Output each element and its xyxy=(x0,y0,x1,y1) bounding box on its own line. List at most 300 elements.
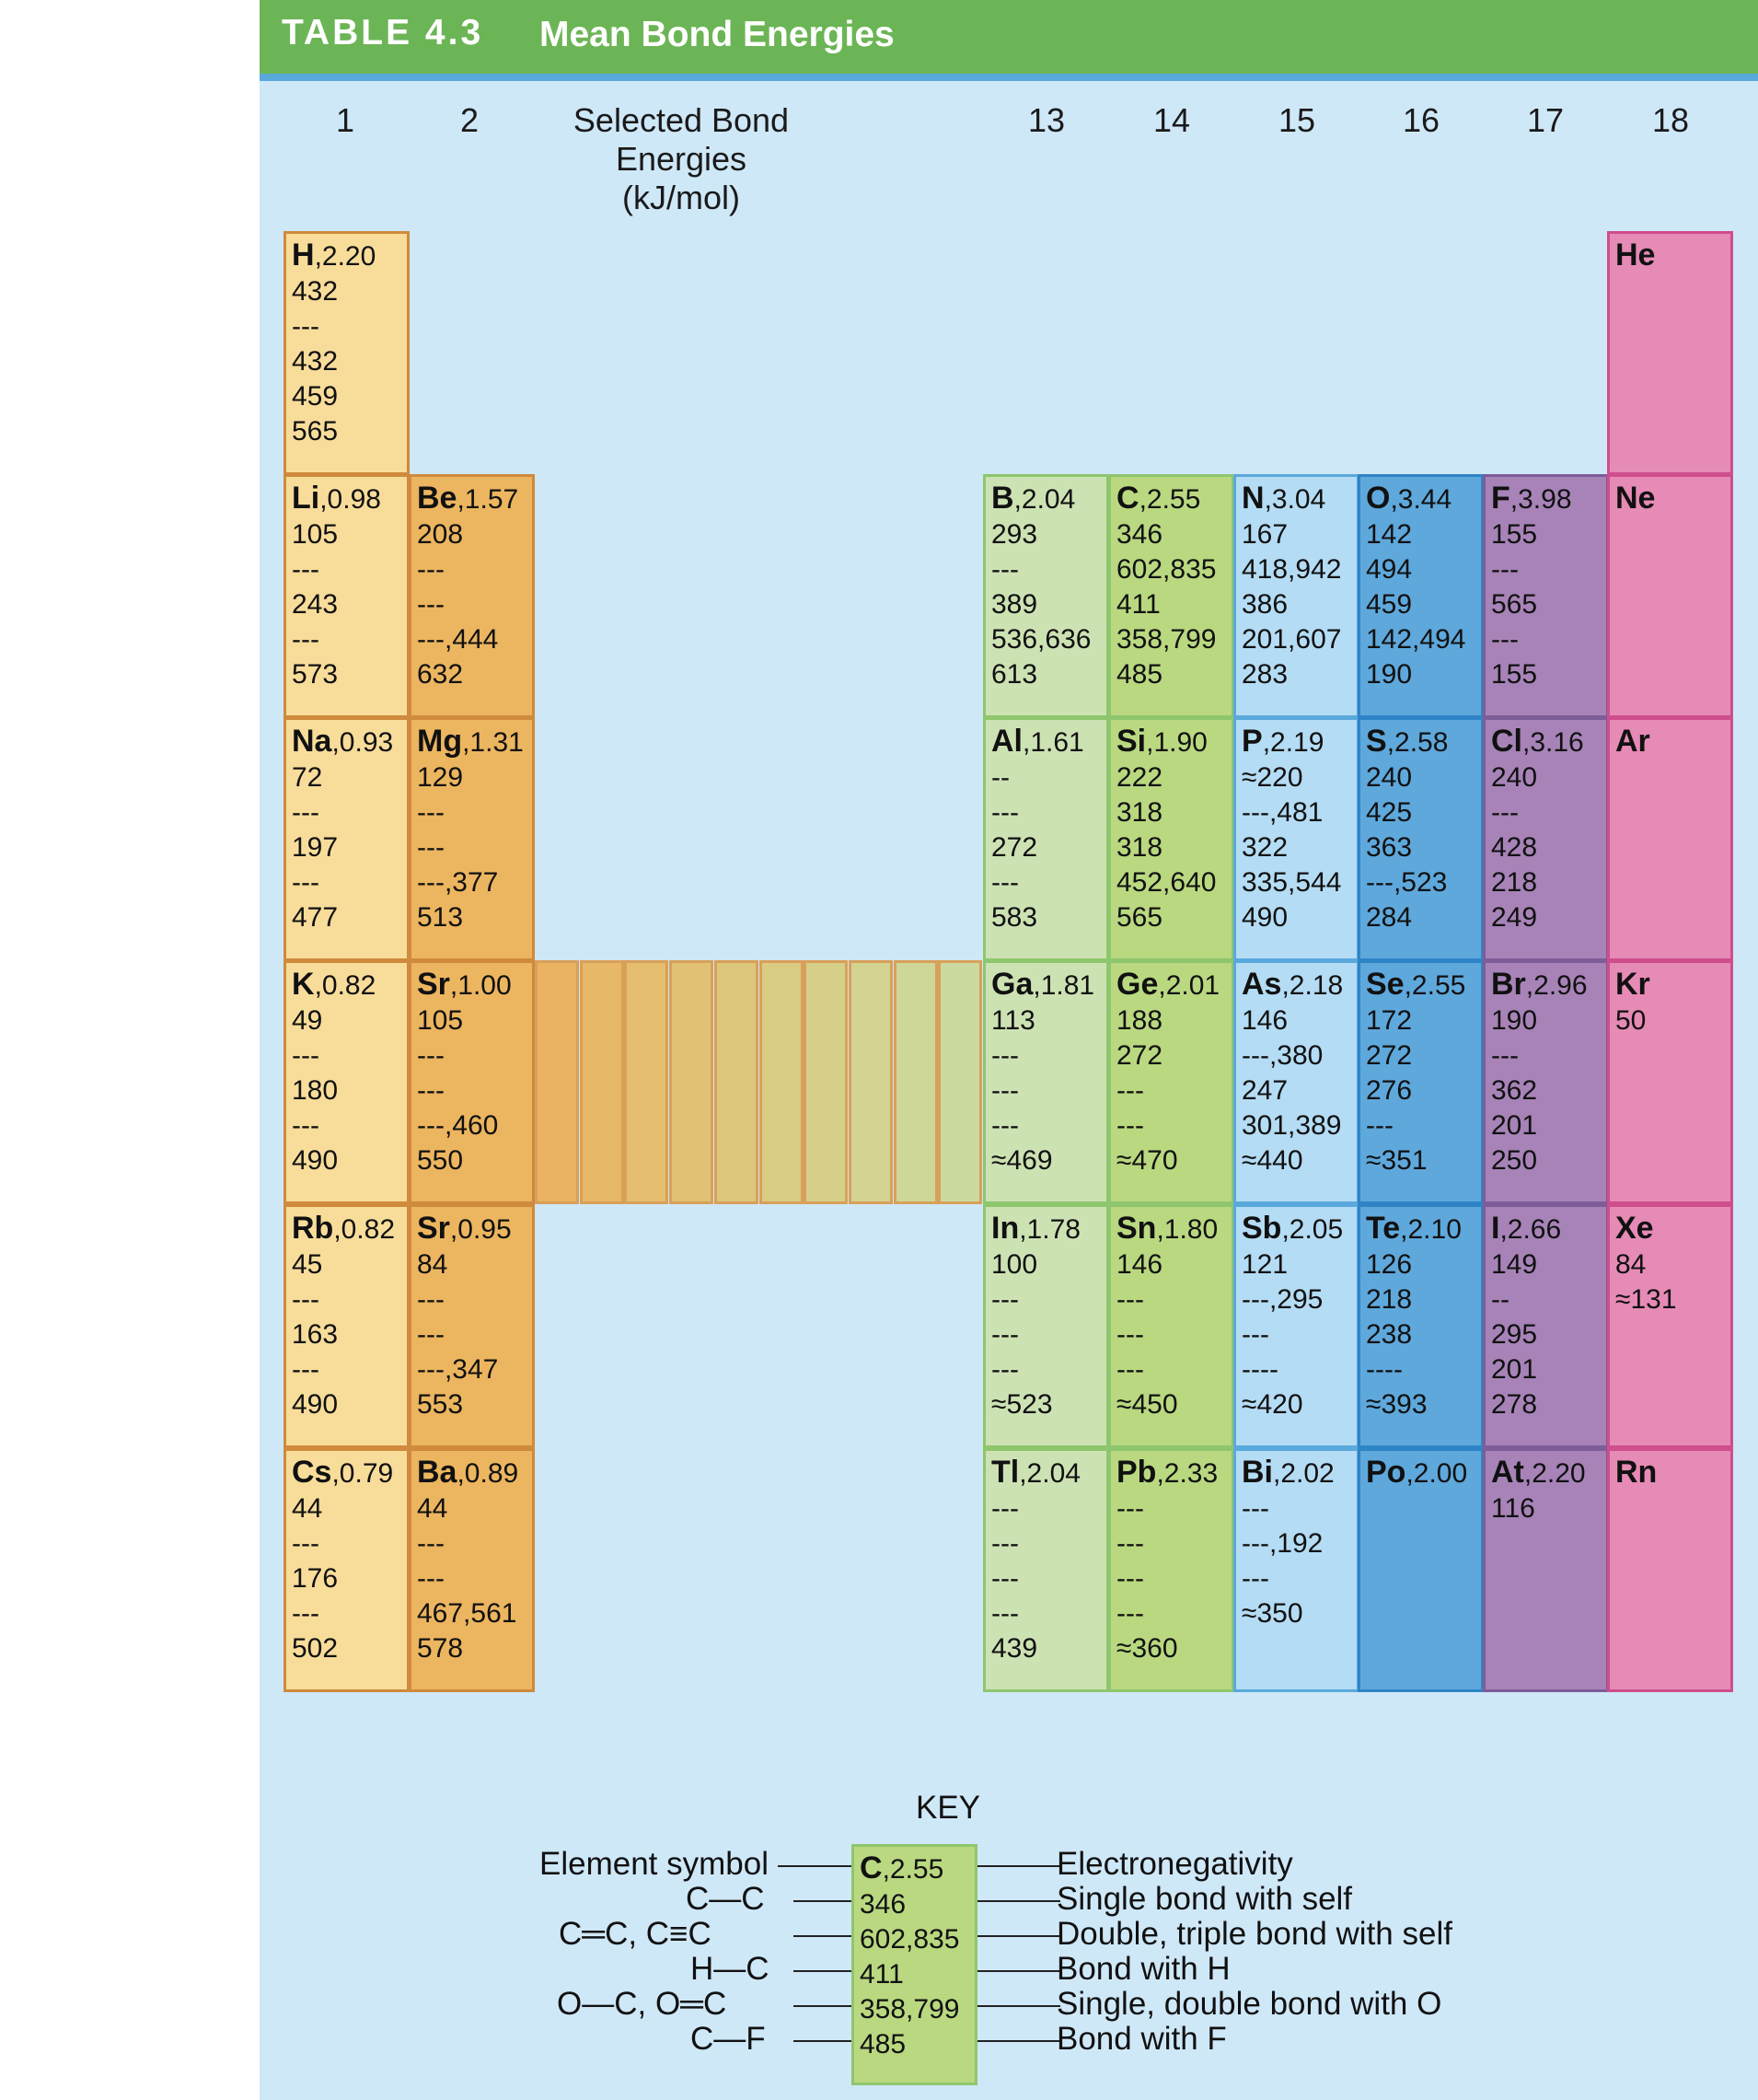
bond-energy-value: 301,389 xyxy=(1242,1110,1342,1141)
electronegativity: ,2.01 xyxy=(1158,970,1220,1001)
electronegativity: ,0.93 xyxy=(331,727,394,758)
bond-energy-value: --- xyxy=(991,1319,1019,1350)
key-value: 346 xyxy=(860,1889,907,1920)
bond-energy-value: 565 xyxy=(1491,589,1538,620)
electronegativity: ,3.44 xyxy=(1390,484,1452,515)
bond-energy-value: 485 xyxy=(1116,659,1163,690)
bond-energy-value: 243 xyxy=(292,589,339,620)
bond-energy-value: 44 xyxy=(292,1493,323,1524)
bond-energy-value: --- xyxy=(292,1040,319,1071)
element-header xyxy=(991,1455,1101,1491)
element-symbol: Rb xyxy=(292,1211,334,1246)
element-header xyxy=(1116,1455,1226,1491)
element-cell xyxy=(283,1204,410,1448)
element-symbol: Be xyxy=(417,481,457,516)
bond-energy-value: 218 xyxy=(1491,867,1538,898)
bond-energy-value: 490 xyxy=(1242,902,1289,933)
key-leader-line xyxy=(778,1865,851,1867)
group-label: 13 xyxy=(1027,101,1066,139)
element-header xyxy=(991,967,1101,1004)
bond-energy-value: 105 xyxy=(417,1005,464,1036)
bond-energy-value: 513 xyxy=(417,902,464,933)
bond-energy-value: ≈440 xyxy=(1242,1145,1303,1176)
element-symbol: Sr xyxy=(417,967,450,1002)
electronegativity: ,2.55 xyxy=(1139,484,1201,515)
bond-energy-value: 272 xyxy=(1116,1040,1163,1071)
bond-energy-value: 272 xyxy=(1366,1040,1413,1071)
bond-energy-value: 116 xyxy=(1491,1493,1535,1524)
transition-metal-block xyxy=(759,960,804,1204)
element-header xyxy=(292,1211,401,1247)
bond-energy-value: ---,347 xyxy=(417,1354,499,1385)
bond-energy-value: ≈420 xyxy=(1242,1389,1303,1420)
element-symbol: P xyxy=(1242,724,1263,759)
bond-energy-value: 318 xyxy=(1116,832,1163,863)
bond-energy-value: 565 xyxy=(292,416,339,447)
key-left-label: O—C, O═C xyxy=(557,1986,727,2022)
electronegativity: ,2.19 xyxy=(1262,727,1324,758)
bond-energy-value: --- xyxy=(292,1284,319,1315)
bond-energy-value: --- xyxy=(417,1284,445,1315)
bond-energy-value: 490 xyxy=(292,1145,339,1176)
element-header xyxy=(1242,724,1351,760)
element-header xyxy=(1116,1211,1226,1247)
element-header xyxy=(417,1455,526,1491)
bond-energy-value: 322 xyxy=(1242,832,1289,863)
bond-energy-value: ---,192 xyxy=(1242,1528,1324,1559)
bond-energy-value: 208 xyxy=(417,519,464,550)
bond-energy-value: 155 xyxy=(1491,659,1538,690)
bond-energy-value: --- xyxy=(417,1075,445,1106)
key-right-label: Electronegativity xyxy=(1057,1846,1293,1882)
bond-energy-value: --- xyxy=(991,554,1019,585)
group-label: 18 xyxy=(1651,101,1690,139)
element-header xyxy=(1615,238,1725,274)
element-header xyxy=(1242,1455,1351,1491)
bond-energy-value: 126 xyxy=(1366,1249,1413,1280)
element-cell xyxy=(1233,474,1359,718)
bond-energy-value: --- xyxy=(292,1354,319,1385)
bond-energy-value: 201 xyxy=(1491,1110,1538,1141)
element-cell xyxy=(1607,474,1733,718)
element-symbol: As xyxy=(1242,967,1282,1002)
key-cell xyxy=(851,1844,977,2085)
electronegativity: ,2.04 xyxy=(1019,1458,1081,1489)
bond-energy-value: 149 xyxy=(1491,1249,1538,1280)
key-right-label: Double, triple bond with self xyxy=(1057,1916,1452,1952)
electronegativity: ,1.31 xyxy=(462,727,524,758)
element-symbol: Sn xyxy=(1116,1211,1157,1246)
element-symbol: H xyxy=(292,238,315,273)
element-cell xyxy=(1358,1448,1484,1692)
bond-energy-value: 142,494 xyxy=(1366,624,1466,655)
key-leader-line xyxy=(977,1970,1060,1972)
bond-energy-value: --- xyxy=(1116,1598,1144,1629)
bond-energy-value: 197 xyxy=(292,832,339,863)
bond-energy-value: --- xyxy=(1116,1319,1144,1350)
element-cell xyxy=(409,717,535,961)
element-cell xyxy=(983,717,1109,961)
element-symbol: Na xyxy=(292,724,332,759)
element-cell xyxy=(1607,960,1733,1204)
element-symbol: He xyxy=(1615,238,1656,273)
bond-energy-value: --- xyxy=(1116,1354,1144,1385)
bond-energy-value: 84 xyxy=(1615,1249,1647,1280)
element-header xyxy=(1116,967,1226,1004)
element-cell xyxy=(983,1448,1109,1692)
element-symbol: B xyxy=(991,481,1014,516)
transition-metal-block xyxy=(624,960,668,1204)
bond-energy-value: 176 xyxy=(292,1563,339,1594)
electronegativity: ,2.20 xyxy=(1523,1458,1586,1489)
bond-energy-value: ≈450 xyxy=(1116,1389,1178,1420)
title-bar xyxy=(260,0,1758,74)
element-header xyxy=(1615,967,1725,1004)
key-leader-line xyxy=(977,2005,1060,2007)
bond-energy-value: 105 xyxy=(292,519,339,550)
key-leader-line xyxy=(977,1935,1060,1937)
bond-energy-value: 358,799 xyxy=(1116,624,1217,655)
electronegativity: ,2.10 xyxy=(1400,1214,1462,1245)
element-cell xyxy=(1233,1204,1359,1448)
key-value: 485 xyxy=(860,2029,907,2059)
bond-energy-value: 386 xyxy=(1242,589,1289,620)
bond-energy-value: --- xyxy=(1242,1319,1269,1350)
electronegativity: ,0.95 xyxy=(449,1214,512,1245)
element-cell xyxy=(409,1448,535,1692)
transition-metal-block xyxy=(804,960,848,1204)
bond-energy-value: 467,561 xyxy=(417,1598,517,1629)
bond-energy-value: --- xyxy=(1116,1075,1144,1106)
element-header xyxy=(1242,481,1351,517)
bond-energy-value: 418,942 xyxy=(1242,554,1342,585)
bond-energy-value: 411 xyxy=(1116,589,1161,620)
element-cell xyxy=(1108,474,1234,718)
bond-energy-value: ≈469 xyxy=(991,1145,1053,1176)
element-symbol: Si xyxy=(1116,724,1147,759)
bond-energy-value: 632 xyxy=(417,659,464,690)
bond-energy-value: 363 xyxy=(1366,832,1413,863)
element-symbol: In xyxy=(991,1211,1020,1246)
element-header xyxy=(292,967,401,1004)
electronegativity: ,0.79 xyxy=(331,1458,394,1489)
element-symbol: Pb xyxy=(1116,1455,1157,1490)
bond-energy-value: --- xyxy=(417,1528,445,1559)
bond-energy-value: 146 xyxy=(1116,1249,1163,1280)
transition-metal-block xyxy=(849,960,893,1204)
bond-energy-value: --- xyxy=(417,797,445,828)
element-cell xyxy=(1233,717,1359,961)
bond-energy-value: ---,380 xyxy=(1242,1040,1324,1071)
element-cell xyxy=(1358,474,1484,718)
key-leader-line xyxy=(793,1970,851,1972)
element-symbol: Br xyxy=(1491,967,1526,1002)
element-symbol: K xyxy=(292,967,315,1002)
electronegativity: ,0.98 xyxy=(319,484,381,515)
element-symbol: Ba xyxy=(417,1455,457,1490)
bond-energy-value: 335,544 xyxy=(1242,867,1342,898)
element-symbol: Tl xyxy=(991,1455,1020,1490)
element-header xyxy=(1491,481,1601,517)
bond-energy-value: 583 xyxy=(991,902,1038,933)
bond-energy-value: ---,523 xyxy=(1366,867,1448,898)
element-symbol: At xyxy=(1491,1455,1524,1490)
table-title: Mean Bond Energies xyxy=(539,15,895,54)
element-cell xyxy=(1607,717,1733,961)
element-cell xyxy=(1358,717,1484,961)
electronegativity: ,1.78 xyxy=(1019,1214,1081,1245)
bond-energy-value: ---,444 xyxy=(417,624,499,655)
group-label: 15 xyxy=(1278,101,1316,139)
element-header xyxy=(1366,1211,1475,1247)
bond-energy-value: 84 xyxy=(417,1249,448,1280)
bond-energy-value: --- xyxy=(1242,1493,1269,1524)
bond-energy-value: --- xyxy=(991,797,1019,828)
bond-energy-value: -- xyxy=(991,762,1010,793)
bond-energy-value: 276 xyxy=(1366,1075,1413,1106)
element-symbol: Ne xyxy=(1615,481,1656,516)
bond-energy-value: ≈360 xyxy=(1116,1633,1178,1664)
bond-energy-value: --- xyxy=(292,311,319,342)
bond-energy-value: --- xyxy=(292,797,319,828)
bond-energy-value: ≈220 xyxy=(1242,762,1303,793)
element-symbol: Te xyxy=(1366,1211,1401,1246)
element-header xyxy=(1615,1211,1725,1247)
electronegativity: ,2.05 xyxy=(1281,1214,1344,1245)
element-header xyxy=(292,481,401,517)
bond-energy-value: 502 xyxy=(292,1633,339,1664)
bond-energy-value: 240 xyxy=(1366,762,1413,793)
header-text xyxy=(506,101,856,217)
bond-energy-value: 49 xyxy=(292,1005,323,1036)
bond-energy-value: ≈350 xyxy=(1242,1598,1303,1629)
element-symbol: Al xyxy=(991,724,1023,759)
element-cell xyxy=(283,474,410,718)
key-value: 358,799 xyxy=(860,1994,960,2025)
element-cell xyxy=(283,231,410,475)
key-left-label: C—F xyxy=(690,2021,766,2057)
bond-energy-value: 50 xyxy=(1615,1005,1647,1036)
bond-energy-value: 167 xyxy=(1242,519,1289,550)
element-header xyxy=(417,481,526,517)
element-symbol: Ga xyxy=(991,967,1034,1002)
element-cell xyxy=(283,717,410,961)
key-leader-line xyxy=(793,1900,851,1902)
bond-energy-value: ≈470 xyxy=(1116,1145,1178,1176)
electronegativity: ,1.90 xyxy=(1146,727,1208,758)
bond-energy-value: --- xyxy=(292,554,319,585)
element-cell xyxy=(1483,960,1609,1204)
element-cell xyxy=(1108,1204,1234,1448)
element-header xyxy=(1242,967,1351,1004)
element-header xyxy=(1491,724,1601,760)
element-header xyxy=(417,1211,526,1247)
bond-energy-value: 201 xyxy=(1491,1354,1538,1385)
bond-energy-value: 295 xyxy=(1491,1319,1538,1350)
element-cell xyxy=(983,960,1109,1204)
element-cell xyxy=(1358,1204,1484,1448)
bond-energy-value: --- xyxy=(417,589,445,620)
bond-energy-value: 278 xyxy=(1491,1389,1538,1420)
electronegativity: ,1.00 xyxy=(449,970,512,1001)
element-header xyxy=(292,238,401,274)
element-cell xyxy=(283,960,410,1204)
key-right-label: Bond with F xyxy=(1057,2021,1227,2057)
electronegativity: ,2.18 xyxy=(1281,970,1344,1001)
element-header xyxy=(991,1211,1101,1247)
electronegativity: ,1.81 xyxy=(1033,970,1095,1001)
key-left-label: C═C, C≡C xyxy=(559,1916,711,1952)
bond-energy-value: --- xyxy=(991,1598,1019,1629)
electronegativity: ,2.66 xyxy=(1499,1214,1562,1245)
bond-energy-value: 218 xyxy=(1366,1284,1413,1315)
key-electronegativity: ,2.55 xyxy=(882,1854,944,1885)
bond-energy-value: 550 xyxy=(417,1145,464,1176)
transition-metal-block xyxy=(714,960,758,1204)
element-cell xyxy=(1108,1448,1234,1692)
key-left-label: C—C xyxy=(686,1881,765,1917)
bond-energy-value: 565 xyxy=(1116,902,1163,933)
element-header xyxy=(991,481,1101,517)
key-leader-line xyxy=(793,1935,851,1937)
electronegativity: ,0.82 xyxy=(314,970,376,1001)
element-symbol: C xyxy=(1116,481,1139,516)
key-symbol: C xyxy=(860,1851,883,1885)
element-cell xyxy=(1483,717,1609,961)
element-cell xyxy=(1483,1204,1609,1448)
element-symbol: F xyxy=(1491,481,1510,516)
bond-energy-value: 428 xyxy=(1491,832,1538,863)
key-leader-line xyxy=(977,1900,1060,1902)
element-cell xyxy=(409,960,535,1204)
element-header xyxy=(1615,1455,1725,1491)
bond-energy-value: 113 xyxy=(991,1005,1035,1036)
key-leader-line xyxy=(793,2040,851,2042)
bond-energy-value: --- xyxy=(1491,1040,1519,1071)
bond-energy-value: --- xyxy=(1116,1110,1144,1141)
bond-energy-value: ---- xyxy=(1366,1354,1403,1385)
element-symbol: Po xyxy=(1366,1455,1406,1490)
element-symbol: Bi xyxy=(1242,1455,1273,1490)
bond-energy-value: --- xyxy=(417,1563,445,1594)
bond-energy-value: 247 xyxy=(1242,1075,1289,1106)
element-cell xyxy=(1483,1448,1609,1692)
bond-energy-value: 293 xyxy=(991,519,1038,550)
element-symbol: O xyxy=(1366,481,1391,516)
bond-energy-value: 459 xyxy=(292,381,339,412)
key-symbol-line xyxy=(860,1851,969,1887)
element-header xyxy=(1491,967,1601,1004)
element-cell xyxy=(1607,1204,1733,1448)
element-header xyxy=(417,724,526,760)
electronegativity: ,0.89 xyxy=(457,1458,519,1489)
element-cell xyxy=(1607,1448,1733,1692)
bond-energy-value: 238 xyxy=(1366,1319,1413,1350)
bond-energy-value: --- xyxy=(991,1075,1019,1106)
element-header xyxy=(417,967,526,1004)
key-value: 411 xyxy=(860,1959,904,1990)
group-label: 1 xyxy=(335,101,355,139)
bond-energy-value: --- xyxy=(991,1493,1019,1524)
bond-energy-value: --- xyxy=(991,867,1019,898)
key-left-label: H—C xyxy=(690,1951,769,1987)
bond-energy-value: 459 xyxy=(1366,589,1413,620)
bond-energy-value: 432 xyxy=(292,276,339,307)
bond-energy-value: --- xyxy=(292,1528,319,1559)
key-title: KEY xyxy=(915,1790,981,1826)
electronegativity: ,2.96 xyxy=(1525,970,1588,1001)
bond-energy-value: -- xyxy=(1491,1284,1509,1315)
element-symbol: Rn xyxy=(1615,1455,1658,1490)
bond-energy-value: 578 xyxy=(417,1633,464,1664)
bond-energy-value: --- xyxy=(991,1040,1019,1071)
bond-energy-value: --- xyxy=(1491,624,1519,655)
bond-energy-value: 222 xyxy=(1116,762,1163,793)
element-symbol: Sb xyxy=(1242,1211,1282,1246)
bond-energy-value: 249 xyxy=(1491,902,1538,933)
bond-energy-value: ≈523 xyxy=(991,1389,1053,1420)
element-symbol: Xe xyxy=(1615,1211,1654,1246)
element-symbol: Cl xyxy=(1491,724,1522,759)
bond-energy-value: --- xyxy=(1116,1528,1144,1559)
element-symbol: Ge xyxy=(1116,967,1159,1002)
transition-metal-block xyxy=(669,960,713,1204)
table-number: TABLE 4.3 xyxy=(282,13,484,52)
electronegativity: ,1.57 xyxy=(457,484,519,515)
electronegativity: ,2.04 xyxy=(1013,484,1076,515)
element-cell xyxy=(1233,960,1359,1204)
element-symbol: Mg xyxy=(417,724,463,759)
bond-energy-value: --- xyxy=(1491,797,1519,828)
bond-energy-value: 44 xyxy=(417,1493,448,1524)
bond-energy-value: ---,295 xyxy=(1242,1284,1324,1315)
element-cell xyxy=(1233,1448,1359,1692)
bond-energy-value: 188 xyxy=(1116,1005,1163,1036)
bond-energy-value: ---- xyxy=(1242,1354,1278,1385)
bond-energy-value: ≈131 xyxy=(1615,1284,1677,1315)
element-symbol: Kr xyxy=(1615,967,1650,1002)
bond-energy-value: 283 xyxy=(1242,659,1289,690)
bond-energy-value: 72 xyxy=(292,762,323,793)
bond-energy-value: 146 xyxy=(1242,1005,1289,1036)
bond-energy-value: 250 xyxy=(1491,1145,1538,1176)
bond-energy-value: --- xyxy=(1116,1563,1144,1594)
element-symbol: I xyxy=(1491,1211,1500,1246)
element-header xyxy=(1615,724,1725,760)
element-cell xyxy=(1607,231,1733,475)
bond-energy-value: --- xyxy=(991,1110,1019,1141)
group-label: 16 xyxy=(1402,101,1440,139)
bond-energy-value: 425 xyxy=(1366,797,1413,828)
bond-energy-value: --- xyxy=(417,554,445,585)
bond-energy-value: --- xyxy=(417,1319,445,1350)
bond-energy-value: 284 xyxy=(1366,902,1413,933)
bond-energy-value: --- xyxy=(1116,1493,1144,1524)
bond-energy-value: 190 xyxy=(1366,659,1413,690)
bond-energy-value: --- xyxy=(292,1598,319,1629)
bond-energy-value: 163 xyxy=(292,1319,339,1350)
electronegativity: ,1.80 xyxy=(1156,1214,1219,1245)
element-header xyxy=(1366,724,1475,760)
bond-energy-value: 536,636 xyxy=(991,624,1092,655)
electronegativity: ,2.33 xyxy=(1156,1458,1219,1489)
bond-energy-value: 494 xyxy=(1366,554,1413,585)
header-line: (kJ/mol) xyxy=(622,179,740,216)
element-cell xyxy=(1108,717,1234,961)
bond-energy-value: --- xyxy=(1491,554,1519,585)
element-cell xyxy=(983,474,1109,718)
element-symbol: Cs xyxy=(292,1455,332,1490)
